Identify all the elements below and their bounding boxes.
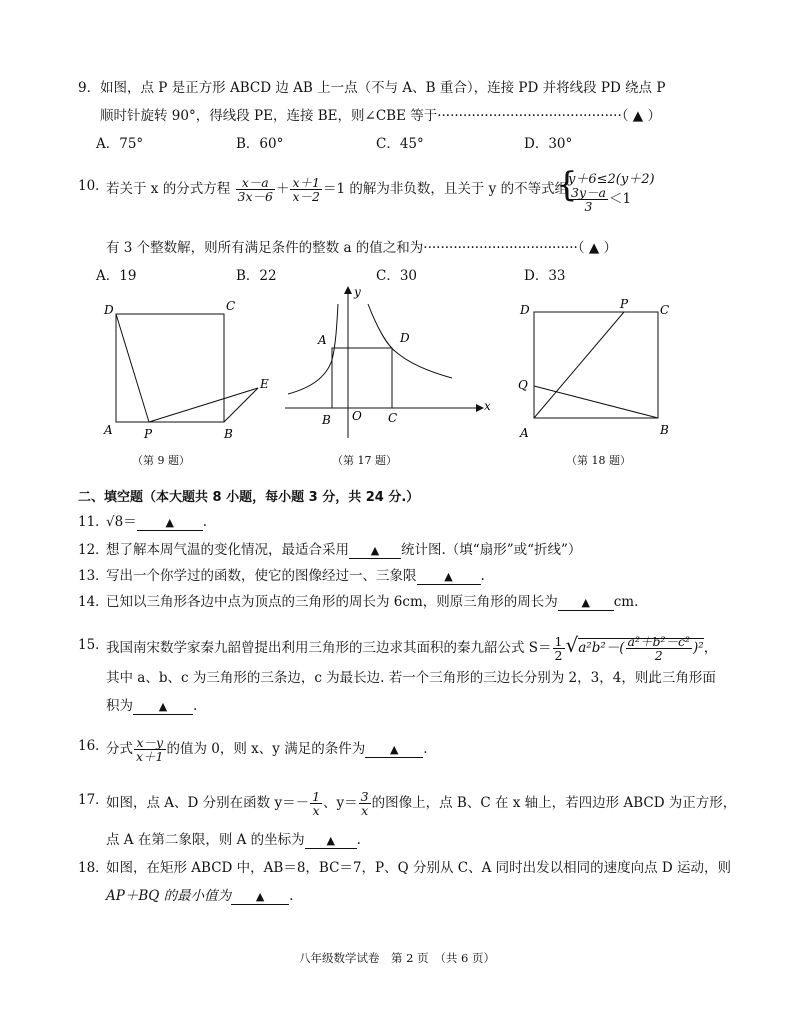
- fig9-label-p: P: [144, 427, 153, 441]
- q9-option-a: A．75°: [96, 136, 144, 152]
- q10-ineq2: $\frac{3y-a}{3}$ ＜1: [571, 185, 632, 214]
- q9-option-b: B．60°: [236, 136, 284, 152]
- q9-text-line2: 顺时针旋转 90°，得线段 PE，连接 BE，则∠CBE 等于···········································（ ▲ ）: [100, 108, 661, 124]
- fig9-label-c: C: [226, 299, 236, 313]
- q16-number: 16．: [78, 738, 109, 754]
- q12-body: 想了解本周气温的变化情况，最适合采用 ▲ 统计图.（填“扇形”或“折线”）: [106, 542, 582, 558]
- section-2-title: 二、填空题（本大题共 8 小题，每小题 3 分，共 24 分.）: [78, 490, 420, 505]
- q10-plus: ＋: [275, 181, 290, 197]
- fig18-label-p: P: [620, 297, 629, 311]
- q15-body-line3: 积为 ▲ .: [106, 698, 198, 714]
- fig17-label-o: O: [352, 409, 362, 423]
- figure-17: [280, 282, 500, 442]
- fig17-label-d: D: [400, 331, 410, 345]
- fig9-caption: （第 9 题）: [132, 454, 190, 467]
- q9-option-c: C．45°: [376, 136, 424, 152]
- q12-answer-blank[interactable]: ▲: [349, 544, 401, 559]
- q10-fraction-2: $\frac{x+1}{x-2}$: [292, 175, 320, 204]
- fig18-label-d: D: [520, 303, 530, 317]
- q18-text-line1: 如图，在矩形 ABCD 中，AB＝8，BC＝7，P、Q 分别从 C、A 同时出发以相同的速度向点 D 运动，则: [106, 860, 732, 876]
- q14-number: 14．: [78, 594, 109, 610]
- q10-inequality-system: [556, 166, 696, 216]
- q10-mid: ＝1 的解为非负数，且关于 y 的不等式组: [322, 181, 569, 197]
- q10-option-a: A．19: [96, 268, 137, 284]
- q17-number: 17．: [78, 792, 109, 808]
- q13-body: 写出一个你学过的函数，使它的图像经过一、三象限 ▲ .: [106, 568, 485, 584]
- q9-number: 9．: [78, 80, 101, 96]
- q10-text-line2: 有 3 个整数解，则所有满足条件的整数 a 的值之和为····································（ ▲ ）: [106, 240, 618, 256]
- q15-sqrt-icon: √: [565, 633, 579, 657]
- q11-body: √8＝ ▲ .: [106, 514, 207, 530]
- fig17-caption: （第 17 题）: [332, 454, 397, 467]
- q10-number: 10．: [78, 178, 109, 194]
- fig18-label-b: B: [660, 423, 669, 437]
- fig17-label-a: A: [318, 333, 327, 347]
- q13-answer-blank[interactable]: ▲: [417, 570, 481, 585]
- q15-formula: 我国南宋数学家秦九韶曾提出利用三角形的三边求其面积的秦九韶公式 S＝ $\frac{1}{2}$ √a²b²－( $\frac{\text{a²＋b²－c²}}{2}$ )²，: [106, 633, 718, 663]
- fig9-label-b: B: [224, 427, 233, 441]
- q12-number: 12．: [78, 542, 109, 558]
- q18-number: 18．: [78, 860, 109, 876]
- q10-brace: {: [556, 165, 578, 205]
- q15-number: 15．: [78, 637, 109, 653]
- fig9-label-a: A: [104, 423, 113, 437]
- q10-fraction-1: $\frac{x-a}{3x-6}$: [237, 175, 273, 204]
- q10-pre: 若关于 x 的分式方程: [106, 181, 231, 197]
- q10-option-c: C．30: [376, 268, 418, 284]
- q10-option-d: D．33: [524, 268, 566, 284]
- q18-answer-blank[interactable]: ▲: [231, 890, 289, 905]
- q13-number: 13．: [78, 568, 109, 584]
- q11-answer-blank[interactable]: ▲: [137, 516, 203, 531]
- q9-option-d: D．30°: [524, 136, 573, 152]
- figure-18: [510, 294, 685, 444]
- q10-ineq1: y＋6≤2(y＋2): [568, 172, 655, 187]
- q9-text-line1: 如图，点 P 是正方形 ABCD 边 AB 上一点（不与 A、B 重合），连接 PD 并将线段 PD 绕点 P: [100, 80, 666, 96]
- q14-body: 已知以三角形各边中点为顶点的三角形的周长为 6cm，则原三角形的周长为 ▲ cm.: [106, 594, 639, 610]
- q17-body-line1: 如图，点 A、D 分别在函数 y＝－ $\frac{1}{x}$ 、y＝ $\frac{3}{x}$ 的图像上，点 B、C 在 x 轴上，若四边形 ABCD 为正方形，: [106, 789, 737, 818]
- page-footer: 八年级数学试卷 第 2 页 （共 6 页）: [298, 951, 495, 965]
- fig18-caption: （第 18 题）: [566, 454, 631, 467]
- figure-9: [96, 296, 286, 446]
- q14-answer-blank[interactable]: ▲: [558, 596, 614, 611]
- q11-text: √8＝: [106, 514, 137, 530]
- fig17-label-c: C: [388, 411, 398, 425]
- fig17-label-y: y: [354, 285, 361, 299]
- q16-body: 分式 $\frac{x-y}{x+1}$ 的值为 0，则 x、y 满足的条件为 ▲ .: [106, 735, 428, 764]
- q10-text-line1: [106, 176, 568, 203]
- fig9-label-e: E: [260, 377, 269, 391]
- q11-number: 11．: [78, 514, 109, 530]
- q17-answer-blank[interactable]: ▲: [305, 834, 357, 849]
- q15-text-line2: 其中 a、b、c 为三角形的三条边，c 为最长边. 若一个三角形的三边长分别为 2，3，4，则此三角形面: [106, 670, 716, 686]
- fig9-label-d: D: [104, 303, 114, 317]
- fig17-label-x: x: [484, 399, 491, 413]
- fig18-label-a: A: [520, 426, 529, 440]
- fig18-label-c: C: [660, 303, 670, 317]
- q15-answer-blank[interactable]: ▲: [133, 700, 193, 715]
- q16-answer-blank[interactable]: ▲: [365, 743, 423, 758]
- q18-body-line2: AP＋BQ 的最小值为 ▲ .: [106, 888, 294, 904]
- q10-option-b: B．22: [236, 268, 277, 284]
- q17-body-line2: 点 A 在第二象限，则 A 的坐标为 ▲ .: [106, 832, 361, 848]
- fig18-label-q: Q: [518, 378, 528, 392]
- fig17-label-b: B: [322, 413, 331, 427]
